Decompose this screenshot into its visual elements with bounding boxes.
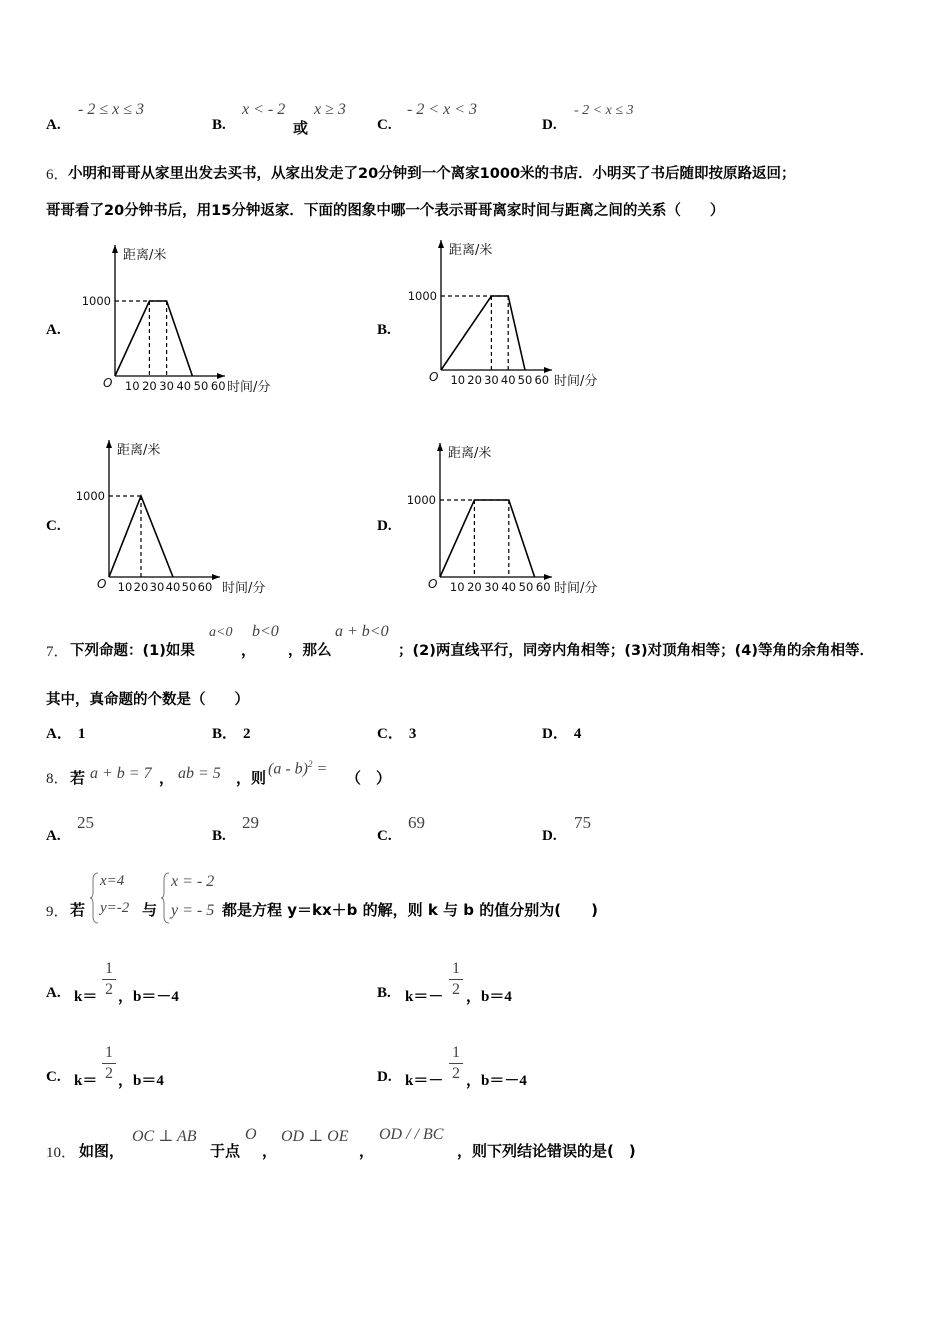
q9-option-a-fraction: 1 2 [102, 960, 116, 999]
graph-c-line [109, 496, 173, 577]
q10-math-perp2: OD ⊥ OE [281, 1128, 349, 1145]
q9-option-a-k: k＝ [74, 989, 98, 1005]
q5-option-a-letter: A. [46, 117, 61, 133]
q8-option-c-letter: C. [377, 828, 392, 844]
q9-option-c-b: ，b＝4 [118, 1073, 164, 1089]
q6-graph-d-letter: D. [377, 518, 392, 534]
graph-c-y-label: 距离/米 [117, 443, 161, 458]
q9-option-d-fraction: 1 2 [449, 1044, 463, 1083]
q9-text-part3: 都是方程 y＝kx＋b 的解，则 k 与 b 的值分别为( ) [222, 901, 598, 919]
graph-b-x-tick: 50 [517, 373, 533, 387]
q8-text-part2: ，则 [236, 769, 267, 787]
graph-d-x-tick: 60 [535, 580, 551, 594]
q7-option-a: A． 1 [46, 726, 86, 742]
q7-text-part1: 下列命题：(1)如果 [70, 643, 195, 659]
q9-option-b-k: k＝－ [405, 989, 444, 1005]
q6-number: 6． [46, 167, 69, 183]
q5-option-b-expr2: x ≥ 3 [314, 101, 346, 118]
graph-c-x-tick: 50 [181, 580, 197, 594]
graph-b-y-arrow-icon [438, 240, 444, 248]
q9-option-b-letter: B. [377, 985, 391, 1001]
q9-system1-eq2: y=-2 [100, 900, 130, 916]
graph-a-x-tick: 20 [142, 379, 157, 393]
graph-a-y-label: 距离/米 [123, 248, 167, 263]
q6-graph-a-letter: A. [46, 322, 61, 338]
graph-c-x-label: 时间/分 [222, 581, 266, 596]
graph-c-x-tick: 40 [165, 580, 181, 594]
q7-option-c: C． 3 [377, 726, 417, 742]
q7-math-sum: a + b<0 [335, 623, 389, 640]
graph-d-y-arrow-icon [437, 443, 443, 451]
q6-graphs [0, 0, 950, 620]
q8-option-a-letter: A. [46, 828, 61, 844]
q7-comma: ， [241, 641, 257, 659]
graph-a-x-tick: 40 [176, 379, 192, 393]
q5-option-b-joiner: 或 [293, 119, 309, 137]
q8-math-sum: a + b = 7 [90, 765, 152, 782]
graph-c-x-tick: 10 [117, 580, 133, 594]
q8-math-product: ab = 5 [178, 765, 221, 782]
q8-text-part3: （ ） [346, 769, 392, 787]
q9-option-c-letter: C. [46, 1069, 61, 1085]
q9-option-d-b: ，b＝－4 [466, 1073, 527, 1089]
graph-a-x-tick: 60 [210, 379, 226, 393]
graph-b-x-tick: 30 [484, 373, 499, 387]
q5-option-b-expr1: x < - 2 [242, 101, 286, 118]
graph-a-origin-label: O [103, 376, 113, 390]
q7-text-part2: ，那么 [288, 643, 332, 659]
q8-option-a-value: 25 [77, 813, 94, 832]
q7-option-d: D． 4 [542, 726, 582, 742]
graph-c-x-arrow-icon [212, 574, 220, 580]
q5-option-d-expr: - 2 < x ≤ 3 [574, 103, 634, 118]
q5-option-c-letter: C. [377, 117, 392, 133]
graph-b-y-tick: 1000 [407, 289, 437, 303]
q5-option-a-expr: - 2 ≤ x ≤ 3 [78, 101, 144, 118]
q7-text-part3: ；(2)两直线平行，同旁内角相等；(3)对顶角相等；(4)等角的余角相等． [398, 643, 875, 659]
q10-text-part3: ，则下列结论错误的是( ) [457, 1142, 636, 1160]
graph-b-origin-label: O [429, 370, 439, 384]
q9-option-d-letter: D. [377, 1069, 392, 1085]
q9-number: 9． [46, 904, 69, 920]
q6-text-line2: 哥哥看了20分钟书后，用15分钟返家．下面的图象中哪一个表示哥哥离家时间与距离之间的关系（ ） [46, 203, 725, 219]
q7-text-line2: 其中，真命题的个数是（ ） [46, 692, 249, 708]
q7-math-a: a<0 [209, 625, 233, 640]
graph-a-y-arrow-icon [112, 245, 118, 253]
q10-math-parallel: OD / / BC [379, 1126, 444, 1143]
graph-d-y-tick: 1000 [406, 493, 436, 507]
graph-a-x-tick: 30 [159, 379, 174, 393]
graph-b-x-tick: 10 [450, 373, 466, 387]
q9-system2-eq1: x = - 2 [171, 873, 215, 890]
q5-option-c-expr: - 2 < x < 3 [407, 101, 478, 118]
q8-option-d-letter: D. [542, 828, 557, 844]
graph-b-x-label: 时间/分 [554, 374, 598, 389]
q9-text-part1: 若 [70, 901, 86, 919]
q8-option-b-letter: B. [212, 828, 226, 844]
graph-d-x-tick: 30 [484, 580, 499, 594]
graph-b-x-tick: 20 [467, 373, 482, 387]
q9-option-c-fraction: 1 2 [102, 1044, 116, 1083]
q8-option-c-value: 69 [408, 813, 425, 832]
q7-option-b: B． 2 [212, 726, 251, 742]
q10-comma1: ， [262, 1142, 278, 1160]
q9-option-b-fraction: 1 2 [449, 960, 463, 999]
q5-option-b-letter: B. [212, 117, 226, 133]
q9-text-part2: 与 [142, 901, 158, 919]
graph-d-x-tick: 50 [518, 580, 534, 594]
q10-text-part2: 于点 [210, 1142, 241, 1160]
graph-d-line [440, 500, 535, 577]
q6-graph-c-letter: C. [46, 518, 61, 534]
graph-b-x-tick: 40 [500, 373, 516, 387]
graph-a-x-tick: 50 [193, 379, 209, 393]
q10-math-point: O [245, 1126, 257, 1143]
graph-a-x-tick: 10 [124, 379, 140, 393]
q9-system1-brace [90, 872, 100, 924]
q9-system2-brace [161, 872, 171, 924]
q9-option-c-k: k＝ [74, 1073, 98, 1089]
q7-number: 7． [46, 644, 69, 660]
q10-comma2: ， [359, 1142, 375, 1160]
q10-text-part1: 如图， [79, 1142, 125, 1160]
q8-math-square: (a - b)$^2$ = [268, 759, 328, 778]
q9-option-b-b: ，b＝4 [466, 989, 512, 1005]
graph-d-origin-label: O [428, 577, 438, 591]
q9-system1-eq1: x=4 [100, 873, 125, 889]
q5-option-d-letter: D. [542, 117, 557, 133]
graph-c-x-tick: 60 [197, 580, 213, 594]
q9-system2-eq2: y = - 5 [171, 902, 215, 919]
graph-a-x-label: 时间/分 [227, 380, 271, 395]
graph-c-x-tick: 30 [149, 580, 165, 594]
graph-c-y-tick: 1000 [75, 489, 105, 503]
graph-d-x-tick: 20 [467, 580, 482, 594]
q8-option-b-value: 29 [242, 813, 259, 832]
q8-comma: ， [159, 769, 175, 787]
q8-text-part1: 若 [70, 769, 86, 787]
q9-option-d-k: k＝－ [405, 1073, 444, 1089]
graph-d-x-label: 时间/分 [554, 581, 598, 596]
q7-math-b: b<0 [252, 623, 279, 640]
q8-option-d-value: 75 [574, 813, 591, 832]
graph-b-y-label: 距离/米 [449, 243, 493, 258]
q9-option-a-letter: A. [46, 985, 61, 1001]
q10-number: 10． [46, 1145, 77, 1161]
q10-math-perp1: OC ⊥ AB [132, 1128, 197, 1145]
graph-c-origin-label: O [97, 577, 107, 591]
q6-graph-b-letter: B. [377, 322, 391, 338]
graph-b-line [441, 296, 525, 370]
q6-text-line1: 小明和哥哥从家里出发去买书，从家出发走了20分钟到一个离家1000米的书店．小明买了书后随即按原路返回； [68, 166, 796, 182]
graph-d-x-tick: 10 [449, 580, 465, 594]
graph-a-y-tick: 1000 [81, 294, 111, 308]
graph-a-line [115, 301, 192, 376]
graph-d-y-label: 距离/米 [448, 446, 492, 461]
graph-d-x-tick: 40 [501, 580, 517, 594]
graph-c-y-arrow-icon [106, 440, 112, 448]
q8-number: 8． [46, 771, 69, 787]
graph-c-x-tick: 20 [133, 580, 149, 594]
q9-option-a-b: ，b＝－4 [118, 989, 179, 1005]
graph-b-x-tick: 60 [534, 373, 550, 387]
